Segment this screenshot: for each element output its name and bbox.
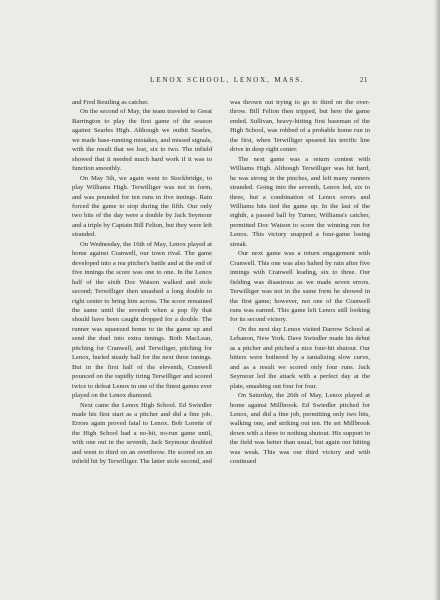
paragraph: and Fred Reutling as catcher. <box>72 99 149 106</box>
right-column <box>230 98 370 467</box>
paragraph: was thrown out trying to go to third on the over-throw. Bill Felton then tripped, but here the game ended. Sullivan, heavy-hitting first baseman of the High School, was robbed of a probable home run in the first, when Terwilliger speared his terrific line drive in deep right center. <box>230 99 370 154</box>
page-edge-shadow <box>434 0 440 600</box>
page-number: 21 <box>359 76 368 84</box>
paragraph: On Saturday, the 26th of May, Lenox played at home against Millbrook. Ed Swiedler pitched for Lenox, and did a fine job, permitting only two hits, walking one, and striking out ten. He set Millbrook down with a three to nothing shutout. His support in the field was better than usual, but again our hitting was weak. This was our third victory and with continued <box>230 392 370 466</box>
left-column <box>72 98 212 467</box>
paragraph: On Wednesday, the 16th of May, Lenox played at home against Cranwell, our town rival. The game developed into a rea pitcher's battle and at the end of five innings the score was one to one. In the Lenox half of the sixth Doc Watson walked and stole second; Terwilliger then smashed a long double to right center to bring him across. The score remained the same until the seventh when a pop fly that should have been caught dropped for a double. The runner was squeezed home to tie the game up and send the duel into extra innings. Both MacLean, pitching for Cranwell, and Terwiliger, pitching for Lenox, hurled steady ball for the next three innings. But in the first half of the eleventh, Cranwell pounced on the rapidly tiring Terwilliger and scored twice to defeat Lenox in one of the finest games ever played on the Lenox diamond. <box>72 240 212 400</box>
paragraph: Our next game was a return engagement with Cranwell. This one was also halted by rain after five innings with Cranwell leading, six to three. Our fielding was disastrous as we made seven errors. Terwilliger was not in the same form he showed in the first game; however, not one of the Cranwell runs was earned. This game left Lenox still looking for its second victory. <box>230 250 370 324</box>
paragraph: On the next day Lenox visited Darrow School at Lebanon, New York. Dave Swiedler made his debut as a pitcher and pitched a nice four-hit shutout. Our hitters were bothered by a tantalizing slow curve, and as a result we scored only four runs. Jack Seymour led the attack with a perfect day at the plate, smashing out four for four. <box>230 325 370 390</box>
running-title: LENOX SCHOOL, LENOX, MASS. <box>150 76 305 84</box>
page-header <box>72 76 368 88</box>
paragraph: On May 5th, we again went to Stockbridge, to play Williams High. Terwilliger was not in form, and was pounded for ten runs in five innings. Rain forced the game to stop during the fifth. Our only two hits of the day were a double by Jack Seymour and a triple by Captain Bill Felton, but they were left stranded. <box>72 174 212 239</box>
paragraph: On the second of May, the team traveled to Great Barrington to play the first game of the season against Searles High. Although we outhit Searles, we made base-running mistakes, and missed signals, with the result that we lost, six to two. The infield showed that it needed much hard work if it was to function smoothly. <box>72 108 212 173</box>
paragraph: The next game was a return contest with Williams High. Although Terwilliger was hit hard, he was strong in the pinches, and left many runners stranded. Going into the seventh, Lenox led, six to three, but a combination of Lenox errors and Williams hits tied the game up. In the last of the eighth, a passed ball by Turner, Williams's catcher, permitted Doc Watson to score the winning run for Lenox. This victory snapped a four-game losing streak. <box>230 155 370 248</box>
paragraph: Next came the Lenox High School. Ed Swiedler made his first start as a pitcher and did a fine job. Errors again proved fatal to Lenox. Bob Lorette of the High School had a no-hit, no-run game until, with one out in the seventh, Jack Seymour doubled and went to third on an overthrow. He scored on an infield hit by Terwilliger. The latter stole second, and <box>72 401 212 466</box>
